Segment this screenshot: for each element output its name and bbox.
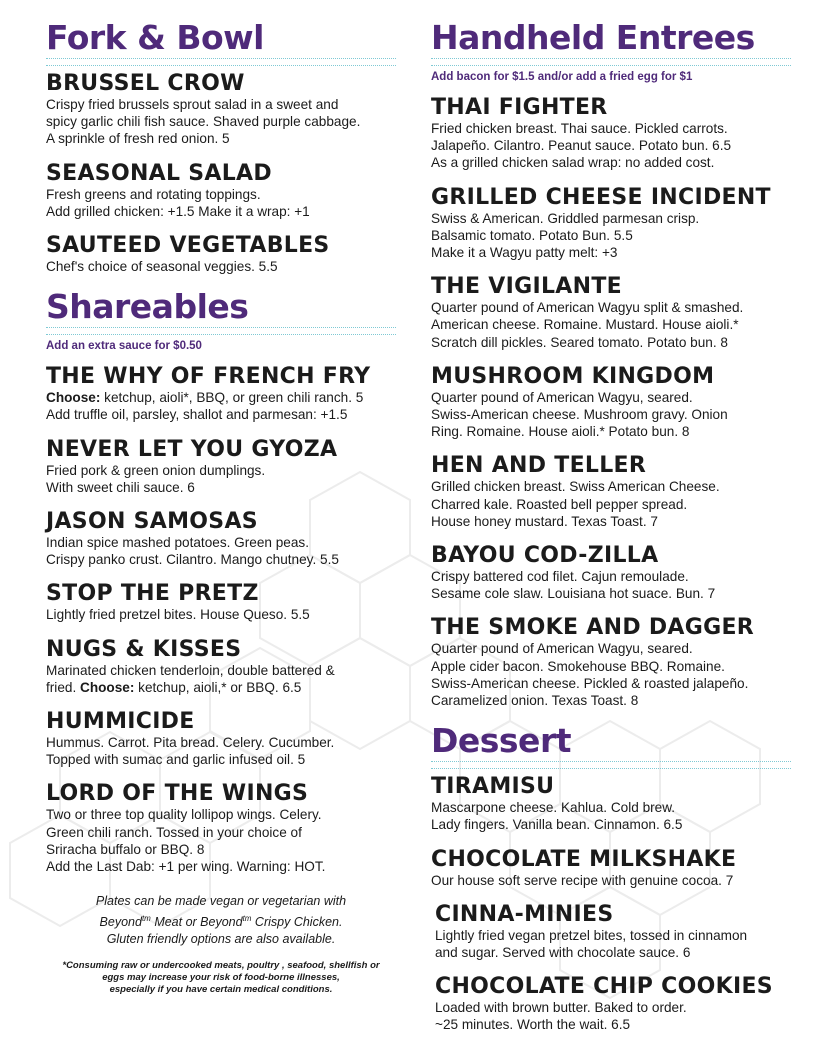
section-title-shareables: Shareables bbox=[46, 287, 249, 327]
item-name: SAUTEED VEGETABLES bbox=[46, 233, 330, 259]
left-column bbox=[46, 18, 396, 996]
item-name: MUSHROOM KINGDOM bbox=[431, 363, 715, 389]
menu-item-seasonal-salad bbox=[46, 162, 396, 220]
section-note: Add bacon for $1.5 and/or add a fried egg for $1 bbox=[431, 71, 693, 83]
menu-item-bayou-cod-zilla bbox=[431, 544, 791, 602]
item-name: STOP THE PRETZ bbox=[46, 581, 259, 607]
item-desc-line: Our house soft serve recipe with genuine cocoa. 7 bbox=[431, 872, 734, 888]
item-desc-line: House honey mustard. Texas Toast. 7 bbox=[431, 513, 658, 529]
item-desc-line: Swiss-American cheese. Pickled & roasted jalapeño. bbox=[431, 675, 749, 691]
item-desc-text: ketchup, aioli,* or BBQ. 6.5 bbox=[134, 679, 302, 695]
item-name: NEVER LET YOU GYOZA bbox=[46, 436, 338, 462]
menu-item-thai-fighter bbox=[431, 96, 791, 172]
menu-item-cinna-minies bbox=[431, 903, 791, 961]
vegan-note bbox=[46, 893, 396, 948]
item-desc-text: ketchup, aioli*, BBQ, or green chili ranch. 5 bbox=[100, 390, 364, 406]
section-title-dessert: Dessert bbox=[431, 721, 571, 761]
food-safety-disclaimer bbox=[46, 960, 396, 996]
handheld-section bbox=[431, 18, 791, 709]
item-name: LORD OF THE WINGS bbox=[46, 781, 309, 807]
dessert-section bbox=[431, 721, 791, 1033]
trademark-mark: tm bbox=[242, 914, 252, 924]
item-desc-line: Grilled chicken breast. Swiss American Cheese. bbox=[431, 479, 720, 495]
menu-item-chocolate-chip-cookies bbox=[431, 975, 791, 1033]
item-desc-line: With sweet chili sauce. 6 bbox=[46, 479, 195, 495]
item-name: NUGS & KISSES bbox=[46, 636, 242, 662]
item-desc-line: Lightly fried pretzel bites. House Queso. 5.5 bbox=[46, 607, 310, 623]
item-desc-line: ~25 minutes. Worth the wait. 6.5 bbox=[435, 1017, 631, 1033]
menu-item-mushroom-kingdom bbox=[431, 365, 791, 441]
item-desc-line: Make it a Wagyu patty melt: +3 bbox=[431, 245, 618, 261]
item-desc-line: Two or three top quality lollipop wings. Celery. bbox=[46, 807, 322, 823]
menu-item-never-let-you-gyoza bbox=[46, 438, 396, 496]
item-name: HUMMICIDE bbox=[46, 709, 195, 735]
trademark-mark: tm bbox=[141, 914, 151, 924]
item-desc-text: fried. bbox=[46, 679, 80, 695]
menu-item-jason-samosas bbox=[46, 510, 396, 568]
item-desc-line: Add truffle oil, parsley, shallot and parmesan: +1.5 bbox=[46, 407, 348, 423]
item-desc-line bbox=[46, 389, 396, 406]
item-name: THE VIGILANTE bbox=[431, 274, 622, 300]
item-desc-line: Crispy fried brussels sprout salad in a sweet and bbox=[46, 97, 339, 112]
disclaimer-line: eggs may increase your risk of food-borne illnesses, bbox=[102, 972, 340, 984]
item-desc-line: Ring. Romaine. House aioli.* Potato bun. 8 bbox=[431, 424, 690, 440]
item-name: TIRAMISU bbox=[431, 774, 555, 800]
item-desc-line: Quarter pound of American Wagyu, seared. bbox=[431, 641, 693, 657]
section-title-fork-bowl: Fork & Bowl bbox=[46, 18, 264, 57]
fork-bowl-section bbox=[46, 18, 396, 275]
menu-item-nugs-and-kisses bbox=[46, 638, 396, 696]
choose-label: Choose: bbox=[80, 679, 135, 695]
item-name: THAI FIGHTER bbox=[431, 95, 608, 120]
item-desc-line: As a grilled chicken salad wrap: no added cost. bbox=[431, 155, 715, 171]
section-note: Add an extra sauce for $0.50 bbox=[46, 340, 202, 353]
item-desc-line: Quarter pound of American Wagyu split & smashed. bbox=[431, 300, 744, 316]
item-name: CHOCOLATE MILKSHAKE bbox=[431, 846, 737, 872]
item-desc-line: Indian spice mashed potatoes. Green peas. bbox=[46, 535, 309, 551]
section-divider bbox=[46, 58, 396, 66]
section-divider bbox=[46, 327, 396, 335]
item-desc-line: Balsamic tomato. Potato Bun. 5.5 bbox=[431, 227, 633, 243]
item-desc-line: Crispy panko crust. Cilantro. Mango chutney. 5.5 bbox=[46, 552, 339, 568]
item-desc-line: Add the Last Dab: +1 per wing. Warning: HOT. bbox=[46, 859, 326, 875]
item-desc-line: Fresh greens and rotating toppings. bbox=[46, 186, 261, 202]
item-desc-line: Fried pork & green onion dumplings. bbox=[46, 462, 266, 478]
menu-item-sauteed-vegetables bbox=[46, 234, 396, 275]
beyond-text: Meat or Beyond bbox=[150, 915, 243, 930]
menu-item-grilled-cheese-incident bbox=[431, 186, 791, 262]
disclaimer-line: *Consuming raw or undercooked meats, poultry , seafood, shellfish or bbox=[62, 960, 380, 972]
item-desc-line: Loaded with brown butter. Baked to order. bbox=[435, 1000, 687, 1016]
item-desc-line: Jalapeño. Cilantro. Peanut sauce. Potato bun. 6.5 bbox=[431, 138, 732, 154]
item-name: BAYOU COD-ZILLA bbox=[431, 543, 659, 569]
beyond-text: Crispy Chicken. bbox=[251, 915, 343, 930]
vegan-note-line bbox=[46, 910, 396, 931]
menu-item-tiramisu bbox=[431, 775, 791, 833]
menu-item-stop-the-pretz bbox=[46, 582, 396, 623]
menu-item-smoke-and-dagger bbox=[431, 616, 791, 709]
item-desc-line: American cheese. Romaine. Mustard. House aioli.* bbox=[431, 317, 739, 333]
menu-item-the-vigilante bbox=[431, 275, 791, 351]
menu-item-brussel-crow bbox=[46, 72, 396, 148]
item-desc-line: Quarter pound of American Wagyu, seared. bbox=[431, 389, 693, 405]
item-name: GRILLED CHEESE INCIDENT bbox=[431, 184, 771, 210]
item-desc-line: Caramelized onion. Texas Toast. 8 bbox=[431, 693, 639, 709]
item-desc-line: and sugar. Served with chocolate sauce. 6 bbox=[435, 945, 691, 961]
item-desc-line: spicy garlic chili fish sauce. Shaved purple cabbage. bbox=[46, 114, 361, 130]
item-desc-line: Apple cider bacon. Smokehouse BBQ. Romaine. bbox=[431, 658, 725, 674]
item-desc-line: Sesame cole slaw. Louisiana hot suace. Bun. 7 bbox=[431, 586, 716, 602]
item-desc-line: Hummus. Carrot. Pita bread. Celery. Cucumber. bbox=[46, 735, 335, 751]
item-desc-line bbox=[46, 679, 396, 696]
item-name: THE SMOKE AND DAGGER bbox=[431, 615, 755, 641]
choose-label: Choose: bbox=[46, 390, 101, 406]
menu-item-hen-and-teller bbox=[431, 454, 791, 530]
item-desc-line: Topped with sumac and garlic infused oil. 5 bbox=[46, 752, 306, 768]
beyond-text: Beyond bbox=[99, 915, 142, 930]
disclaimer-line: especially if you have certain medical conditions. bbox=[109, 984, 333, 996]
item-desc-line: Lightly fried vegan pretzel bites, tossed in cinnamon bbox=[435, 927, 748, 943]
item-desc-line: Swiss & American. Griddled parmesan crisp. bbox=[431, 210, 700, 226]
item-name: CHOCOLATE CHIP COOKIES bbox=[435, 974, 773, 1000]
item-name: THE WHY OF FRENCH FRY bbox=[46, 364, 371, 390]
item-desc-line: Swiss-American cheese. Mushroom gravy. Onion bbox=[431, 407, 728, 423]
item-name: HEN AND TELLER bbox=[431, 453, 647, 479]
item-desc-line: Add grilled chicken: +1.5 Make it a wrap: +1 bbox=[46, 203, 310, 219]
item-desc-line: Fried chicken breast. Thai sauce. Pickled carrots. bbox=[431, 121, 728, 136]
section-divider bbox=[431, 58, 791, 66]
vegan-note-line: Plates can be made vegan or vegetarian with bbox=[95, 894, 347, 909]
menu-item-hummicide bbox=[46, 710, 396, 768]
item-desc-line: Scratch dill pickles. Seared tomato. Potato bun. 8 bbox=[431, 334, 728, 350]
item-desc-line: Marinated chicken tenderloin, double battered & bbox=[46, 662, 335, 678]
item-desc-line: A sprinkle of fresh red onion. 5 bbox=[46, 131, 230, 147]
menu-item-chocolate-milkshake bbox=[431, 848, 791, 889]
section-divider bbox=[431, 761, 791, 769]
vegan-note-line: Gluten friendly options are also available. bbox=[106, 932, 336, 947]
item-name: CINNA-MINIES bbox=[435, 901, 614, 927]
item-name: SEASONAL SALAD bbox=[46, 160, 272, 186]
item-name: BRUSSEL CROW bbox=[46, 71, 245, 96]
shareables-section bbox=[46, 287, 396, 875]
item-desc-line: Crispy battered cod filet. Cajun remoulade. bbox=[431, 569, 689, 585]
section-title-handheld: Handheld Entrees bbox=[431, 18, 755, 57]
menu-item-lord-of-the-wings bbox=[46, 782, 396, 875]
item-desc-line: Lady fingers. Vanilla bean. Cinnamon. 6.5 bbox=[431, 817, 683, 833]
right-column bbox=[431, 18, 791, 1034]
item-desc-line: Mascarpone cheese. Kahlua. Cold brew. bbox=[431, 800, 676, 816]
item-desc-line: Charred kale. Roasted bell pepper spread. bbox=[431, 496, 688, 512]
item-name: JASON SAMOSAS bbox=[46, 509, 258, 535]
item-desc-line: Green chili ranch. Tossed in your choice of bbox=[46, 824, 302, 840]
item-desc-line: Sriracha buffalo or BBQ. 8 bbox=[46, 841, 205, 857]
item-desc-line: Chef's choice of seasonal veggies. 5.5 bbox=[46, 259, 278, 275]
menu-item-why-of-french-fry bbox=[46, 365, 396, 423]
